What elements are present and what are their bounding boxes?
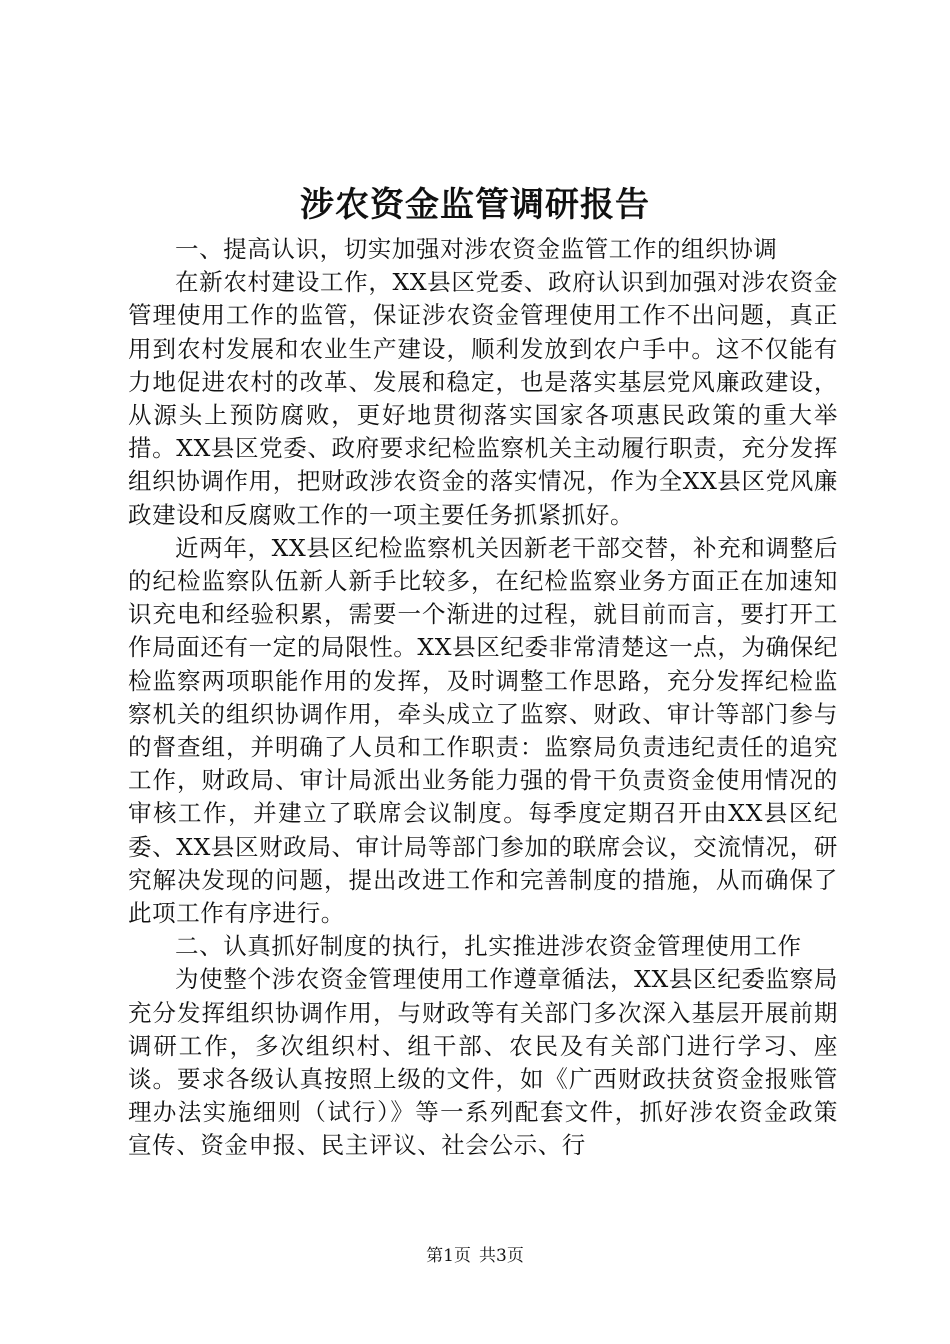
- body-paragraph: 近两年，XX县区纪检监察机关因新老干部交替，补充和调整后的纪检监察队伍新人新手比较多，在纪检监察业务方面正在加速知识充电和经验积累，需要一个渐进的过程，就目前而言，要打开工作局面还有一定的局限性。XX县区纪委非常清楚这一点，为确保纪检监察两项职能作用的发挥，及时调整工作思路，充分发挥纪检监察机关的组织协调作用，牵头成立了监察、财政、审计等部门参与的督查组，并明确了人员和工作职责：监察局负责违纪责任的追究工作，财政局、审计局派出业务能力强的骨干负责资金使用情况的审核工作，并建立了联席会议制度。每季度定期召开由XX县区纪委、XX县区财政局、审计局等部门参加的联席会议，交流情况，研究解决发现的问题，提出改进工作和完善制度的措施，从而确保了此项工作有序进行。: [128, 533, 838, 928]
- body-paragraph: 为使整个涉农资金管理使用工作遵章循法，XX县区纪委监察局充分发挥组织协调作用，与财政等有关部门多次深入基层开展前期调研工作，多次组织村、组干部、农民及有关部门进行学习、座谈。要求各级认真按照上级的文件，如《广西财政扶贫资金报账管理办法实施细则（试行）》等一系列配套文件，抓好涉农资金政策宣传、资金申报、民主评议、社会公示、行: [128, 965, 838, 1160]
- page-footer: [0, 1244, 950, 1268]
- page-number: 第1页: [426, 1246, 471, 1266]
- document-body: [128, 233, 838, 1163]
- body-paragraph: 在新农村建设工作，XX县区党委、政府认识到加强对涉农资金管理使用工作的监管，保证涉农资金管理使用工作不出问题，真正用到农村发展和农业生产建设，顺利发放到农户手中。这不仅能有力地促进农村的改革、发展和稳定，也是落实基层党风廉政建设，从源头上预防腐败，更好地贯彻落实国家各项惠民政策的重大举措。XX县区党委、政府要求纪检监察机关主动履行职责，充分发挥组织协调作用，把财政涉农资金的落实情况，作为全XX县区党风廉政建设和反腐败工作的一项主要任务抓紧抓好。: [128, 268, 838, 529]
- section-heading-2: 二、认真抓好制度的执行，扎实推进涉农资金管理使用工作: [175, 932, 802, 961]
- document-title: 涉农资金监管调研报告: [300, 185, 650, 225]
- section-heading-1: 一、提高认识，切实加强对涉农资金监管工作的组织协调: [175, 235, 778, 263]
- page-total: 共3页: [479, 1246, 524, 1266]
